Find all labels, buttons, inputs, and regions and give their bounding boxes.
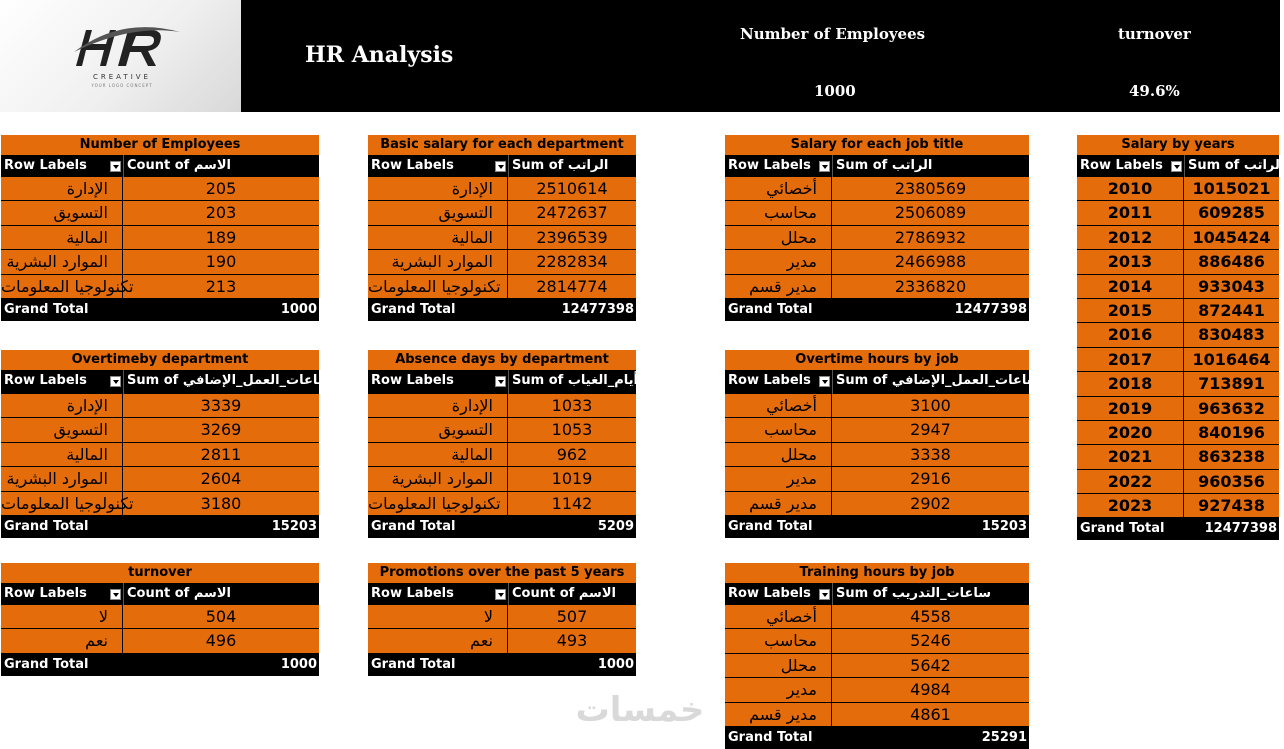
table-row [725, 275, 1029, 299]
value-field-header: Count of الاسم [123, 155, 319, 177]
table-row [1, 467, 319, 491]
grand-total-row [1, 654, 319, 676]
value-field-header: Sum of أيام_الغياب [508, 370, 636, 394]
value-cell: 4984 [910, 680, 951, 700]
value-cell: 1053 [551, 420, 593, 440]
value-field-header: Sum of ساعات_العمل_الإضافي [832, 370, 1029, 394]
pivot-header-row [368, 583, 636, 605]
value-cell: 963632 [1198, 398, 1265, 418]
row-labels-header [725, 155, 832, 177]
value-cell: 4558 [910, 607, 951, 626]
pivot-salary-by-job-title [725, 135, 1029, 321]
table-row [1077, 201, 1279, 225]
value-cell: 1142 [551, 493, 593, 513]
row-label-cell: مدير قسم [725, 492, 832, 515]
row-label-cell: التسويق [1, 201, 123, 224]
filter-dropdown-icon[interactable] [110, 161, 121, 172]
table-row [368, 467, 636, 491]
table-row [1, 177, 319, 201]
page-title: HR Analysis [305, 42, 454, 68]
table-row [1, 418, 319, 442]
row-label-cell: محلل [725, 654, 832, 677]
employees-kpi-label: Number of Employees [740, 25, 926, 43]
value-cell: 190 [205, 252, 237, 272]
row-label-cell: أخصائي [725, 605, 832, 628]
table-row [725, 703, 1029, 727]
value-cell: 4861 [910, 704, 951, 724]
table-row [725, 629, 1029, 653]
table-row [1077, 494, 1279, 518]
value-cell: 1045424 [1192, 227, 1271, 247]
row-label-cell: مدير قسم [725, 275, 832, 298]
value-cell: 2786932 [894, 227, 967, 247]
table-row [1077, 323, 1279, 347]
table-row [1, 275, 319, 299]
table-row [1, 492, 319, 516]
pivot-title: Salary by years [1077, 135, 1279, 155]
row-label-cell: مدير [725, 467, 832, 490]
table-row [1077, 445, 1279, 469]
value-field-header: Sum of ساعات_التدريب [832, 583, 1029, 605]
employees-kpi-value: 1000 [814, 82, 856, 100]
value-cell: 830483 [1198, 325, 1265, 345]
table-row [725, 605, 1029, 629]
value-cell: 960356 [1198, 471, 1265, 491]
hr-logo-icon [72, 22, 182, 72]
table-row [1, 394, 319, 418]
pivot-basic-salary-by-department [368, 135, 636, 321]
value-cell: 3339 [200, 396, 242, 415]
value-cell: 886486 [1198, 252, 1265, 272]
row-label-cell: الإدارة [368, 177, 508, 200]
table-row [1077, 372, 1279, 396]
row-label-cell: التسويق [368, 201, 508, 224]
value-cell: 609285 [1198, 203, 1265, 223]
value-cell: 2396539 [536, 227, 608, 247]
value-cell: 2282834 [536, 252, 608, 272]
table-row [1077, 226, 1279, 250]
row-label-cell: مدير قسم [725, 703, 832, 726]
row-label-cell: 2015 [1077, 299, 1184, 322]
table-row [725, 418, 1029, 442]
grand-total-row [1, 516, 319, 538]
pivot-title: Overtime hours by job [725, 350, 1029, 370]
value-cell: 2902 [910, 493, 951, 513]
row-label-cell: تكنولوجيا المعلومات [1, 275, 123, 298]
table-row [368, 443, 636, 467]
row-labels-header [368, 370, 508, 394]
row-label-cell: مدير [725, 678, 832, 701]
grand-total-label: Grand Total [4, 656, 89, 672]
grand-total-value: 1000 [597, 656, 634, 672]
pivot-header-row [1077, 155, 1284, 177]
value-field-header: Sum of ساعات_العمل_الإضافي [123, 370, 319, 394]
table-row [725, 250, 1029, 274]
value-cell: 5642 [910, 655, 951, 675]
table-row [368, 418, 636, 442]
row-label-cell: الموارد البشرية [1, 250, 123, 273]
value-cell: 3180 [200, 493, 242, 513]
pivot-promotions-past-5-years [368, 563, 636, 676]
filter-dropdown-icon[interactable] [819, 589, 830, 600]
table-row [368, 605, 636, 629]
table-row [368, 394, 636, 418]
row-label-cell: أخصائي [725, 394, 832, 417]
row-label-cell: نعم [1, 629, 123, 652]
pivot-title: Salary for each job title [725, 135, 1029, 155]
value-cell: 1033 [551, 396, 593, 415]
table-row [1, 201, 319, 225]
row-labels-header-text: Row Labels [371, 158, 454, 173]
value-field-header: Sum of الراتب [508, 155, 636, 177]
row-label-cell: محلل [725, 443, 832, 466]
pivot-overtime-by-department [1, 350, 331, 538]
grand-total-label: Grand Total [728, 301, 813, 317]
row-label-cell: محاسب [725, 629, 832, 652]
pivot-header-row [368, 370, 636, 394]
row-label-cell: 2013 [1077, 250, 1184, 273]
row-label-cell: أخصائي [725, 177, 832, 200]
table-row [725, 467, 1029, 491]
row-labels-header-text: Row Labels [371, 373, 454, 388]
table-row [725, 394, 1029, 418]
row-labels-header-text: Row Labels [4, 586, 87, 601]
pivot-header-row [725, 155, 1029, 177]
table-row [1, 250, 319, 274]
value-cell: 3269 [200, 420, 242, 440]
row-labels-header-text: Row Labels [728, 586, 811, 601]
table-row [368, 492, 636, 516]
table-row [1077, 250, 1279, 274]
pivot-header-row [1, 583, 319, 605]
grand-total-value: 12477398 [1204, 521, 1277, 537]
row-label-cell: محاسب [725, 418, 832, 441]
row-label-cell: التسويق [1, 418, 123, 441]
table-row [1077, 397, 1279, 421]
row-label-cell: التسويق [368, 418, 508, 441]
row-label-cell: الإدارة [368, 394, 508, 417]
row-label-cell: الموارد البشرية [368, 467, 508, 490]
row-label-cell: الإدارة [1, 177, 123, 200]
company-logo [0, 0, 241, 112]
table-row [725, 492, 1029, 516]
row-label-cell: محلل [725, 226, 832, 249]
table-row [725, 443, 1029, 467]
value-cell: 933043 [1198, 276, 1265, 296]
value-cell: 203 [205, 203, 237, 223]
row-labels-header [1077, 155, 1184, 177]
pivot-title: Training hours by job [725, 563, 1029, 583]
value-cell: 2472637 [536, 203, 608, 223]
value-cell: 496 [205, 631, 237, 651]
row-label-cell: لا [1, 605, 123, 628]
row-label-cell: 2010 [1077, 177, 1184, 200]
value-cell: 863238 [1198, 447, 1265, 467]
table-row [725, 177, 1029, 201]
table-row [1077, 348, 1279, 372]
pivot-header-row [1, 155, 319, 177]
value-cell: 213 [205, 276, 237, 296]
value-field-header: Sum of الراتب [1184, 155, 1279, 177]
table-row [368, 177, 636, 201]
grand-total-row [725, 727, 1029, 749]
value-cell: 3100 [910, 396, 951, 415]
row-label-cell: تكنولوجيا المعلومات [1, 492, 123, 515]
row-labels-header [1, 155, 123, 177]
row-label-cell: 2014 [1077, 275, 1184, 298]
row-label-cell: 2018 [1077, 372, 1184, 395]
grand-total-value: 15203 [981, 518, 1027, 534]
pivot-number-of-employees [1, 135, 319, 321]
value-cell: 504 [205, 607, 237, 626]
row-labels-header [725, 370, 832, 394]
grand-total-label: Grand Total [371, 656, 456, 672]
filter-dropdown-icon[interactable] [819, 161, 830, 172]
turnover-kpi-value: 49.6% [1129, 82, 1180, 100]
row-labels-header-text: Row Labels [4, 158, 87, 173]
row-label-cell: 2012 [1077, 226, 1184, 249]
row-label-cell: 2021 [1077, 445, 1184, 468]
value-cell: 962 [556, 444, 588, 464]
row-labels-header [368, 583, 508, 605]
grand-total-label: Grand Total [728, 729, 813, 745]
table-row [1077, 299, 1279, 323]
pivot-overtime-hours-by-job [725, 350, 1040, 538]
table-row [725, 654, 1029, 678]
grand-total-row [1077, 518, 1279, 540]
value-cell: 2336820 [894, 276, 967, 296]
filter-dropdown-icon[interactable] [110, 376, 121, 387]
row-label-cell: مدير [725, 250, 832, 273]
table-row [1, 629, 319, 653]
row-label-cell: المالية [368, 226, 508, 249]
pivot-absence-days-by-department [368, 350, 636, 538]
filter-dropdown-icon[interactable] [110, 589, 121, 600]
logo-brand-text: CREATIVE [93, 73, 151, 81]
value-cell: 2947 [910, 420, 951, 440]
table-row [368, 201, 636, 225]
value-field-header: Count of الاسم [508, 583, 636, 605]
row-label-cell: 2016 [1077, 323, 1184, 346]
row-labels-header-text: Row Labels [728, 158, 811, 173]
grand-total-row [368, 654, 636, 676]
row-labels-header [1, 370, 123, 394]
filter-dropdown-icon[interactable] [495, 161, 506, 172]
table-row [1077, 421, 1279, 445]
grand-total-row [368, 299, 636, 321]
row-label-cell: 2011 [1077, 201, 1184, 224]
table-row [725, 678, 1029, 702]
filter-dropdown-icon[interactable] [495, 376, 506, 387]
table-row [725, 226, 1029, 250]
row-label-cell: محاسب [725, 201, 832, 224]
value-cell: 2604 [200, 469, 242, 489]
row-label-cell: المالية [1, 443, 123, 466]
grand-total-value: 15203 [271, 518, 317, 534]
watermark-text: خمسات [575, 690, 705, 730]
pivot-title: Overtimeby department [1, 350, 319, 370]
row-label-cell: الموارد البشرية [1, 467, 123, 490]
pivot-header-row [1, 370, 331, 394]
table-row [1, 605, 319, 629]
value-cell: 872441 [1198, 300, 1265, 320]
value-cell: 2811 [200, 444, 242, 464]
row-label-cell: 2019 [1077, 397, 1184, 420]
row-label-cell: نعم [368, 629, 508, 652]
row-label-cell: 2022 [1077, 470, 1184, 493]
grand-total-label: Grand Total [4, 301, 89, 317]
filter-dropdown-icon[interactable] [495, 589, 506, 600]
pivot-title: turnover [1, 563, 319, 583]
grand-total-label: Grand Total [4, 518, 89, 534]
grand-total-label: Grand Total [371, 301, 456, 317]
value-cell: 189 [205, 227, 237, 247]
row-labels-header [1, 583, 123, 605]
pivot-training-hours-by-job [725, 563, 1029, 749]
grand-total-row [368, 516, 636, 538]
value-cell: 507 [556, 607, 588, 626]
row-labels-header-text: Row Labels [4, 373, 87, 388]
pivot-title: Absence days by department [368, 350, 636, 370]
row-labels-header [368, 155, 508, 177]
grand-total-value: 5209 [597, 518, 634, 534]
row-label-cell: 2017 [1077, 348, 1184, 371]
filter-dropdown-icon[interactable] [819, 376, 830, 387]
grand-total-value: 12477398 [954, 301, 1027, 317]
value-cell: 3338 [910, 444, 951, 464]
row-label-cell: المالية [368, 443, 508, 466]
table-row [1, 226, 319, 250]
row-label-cell: تكنولوجيا المعلومات [368, 275, 508, 298]
row-labels-header-text: Row Labels [371, 586, 454, 601]
value-cell: 713891 [1198, 374, 1265, 394]
value-cell: 5246 [910, 631, 951, 651]
grand-total-row [1, 299, 319, 321]
value-cell: 1016464 [1192, 349, 1271, 369]
table-row [368, 629, 636, 653]
row-label-cell: المالية [1, 226, 123, 249]
value-cell: 2916 [910, 469, 951, 489]
value-cell: 927438 [1198, 496, 1265, 516]
value-field-header: Sum of الراتب [832, 155, 1029, 177]
row-labels-header-text: Row Labels [728, 373, 811, 388]
grand-total-value: 12477398 [561, 301, 634, 317]
table-row [1077, 275, 1279, 299]
pivot-header-row [725, 370, 1040, 394]
row-label-cell: لا [368, 605, 508, 628]
pivot-title: Promotions over the past 5 years [368, 563, 636, 583]
table-row [1, 443, 319, 467]
grand-total-row [725, 516, 1029, 538]
table-row [1077, 470, 1279, 494]
pivot-header-row [725, 583, 1029, 605]
value-field-header: Count of الاسم [123, 583, 319, 605]
pivot-turnover [1, 563, 319, 676]
value-cell: 1019 [551, 469, 593, 489]
pivot-title: Basic salary for each department [368, 135, 636, 155]
grand-total-value: 25291 [981, 729, 1027, 745]
row-label-cell: الموارد البشرية [368, 250, 508, 273]
row-labels-header [725, 583, 832, 605]
pivot-title: Number of Employees [1, 135, 319, 155]
value-cell: 2506089 [894, 203, 967, 223]
grand-total-value: 1000 [280, 656, 317, 672]
turnover-kpi-label: turnover [1118, 25, 1191, 43]
value-cell: 840196 [1198, 422, 1265, 442]
table-row [725, 201, 1029, 225]
grand-total-label: Grand Total [371, 518, 456, 534]
value-cell: 2380569 [894, 179, 967, 198]
row-label-cell: تكنولوجيا المعلومات [368, 492, 508, 515]
table-row [368, 275, 636, 299]
table-row [1077, 177, 1279, 201]
value-cell: 1015021 [1192, 179, 1271, 198]
table-row [368, 250, 636, 274]
pivot-salary-by-years [1077, 135, 1284, 540]
value-cell: 2510614 [536, 179, 608, 198]
row-label-cell: 2023 [1077, 494, 1184, 517]
filter-dropdown-icon[interactable] [1171, 161, 1182, 172]
pivot-header-row [368, 155, 636, 177]
value-cell: 2466988 [894, 252, 967, 272]
row-labels-header-text: Row Labels [1080, 158, 1163, 173]
row-label-cell: 2020 [1077, 421, 1184, 444]
grand-total-label: Grand Total [728, 518, 813, 534]
row-label-cell: الإدارة [1, 394, 123, 417]
grand-total-row [725, 299, 1029, 321]
table-row [368, 226, 636, 250]
grand-total-value: 1000 [280, 301, 317, 317]
grand-total-label: Grand Total [1080, 521, 1165, 537]
value-cell: 2814774 [536, 276, 608, 296]
logo-tagline: YOUR LOGO CONCEPT [91, 83, 153, 88]
value-cell: 493 [556, 631, 588, 651]
value-cell: 205 [205, 179, 237, 198]
